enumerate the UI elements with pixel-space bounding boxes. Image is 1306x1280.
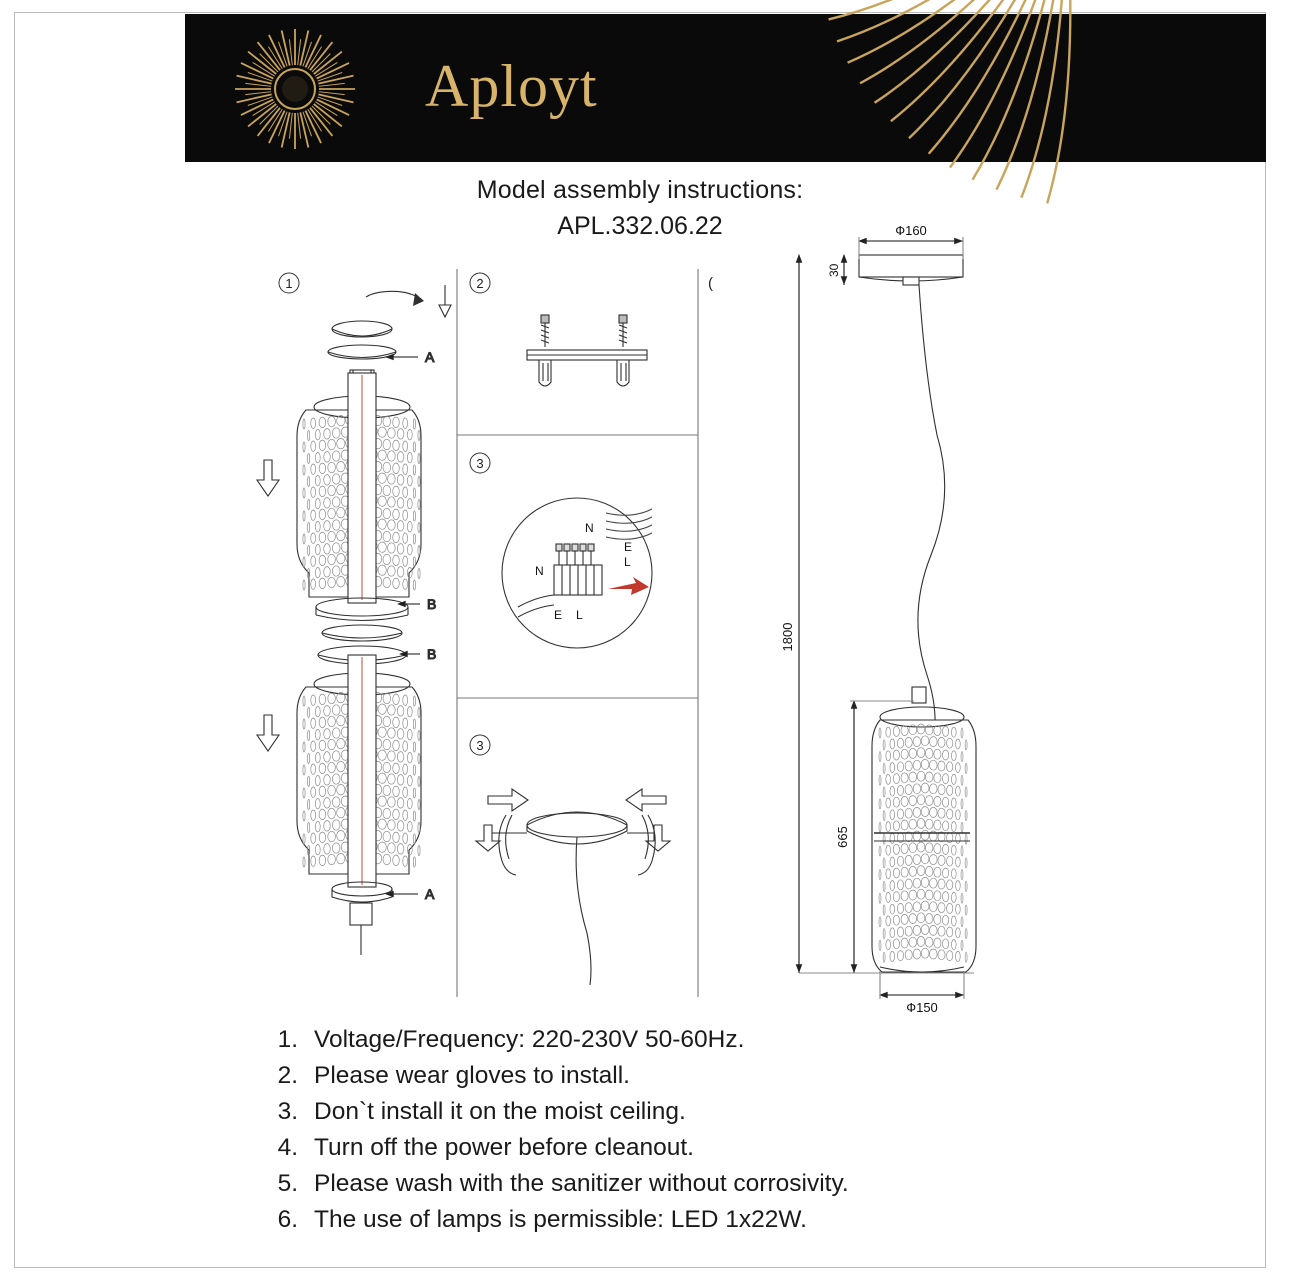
title-block bbox=[0, 176, 1280, 241]
canopy-mount-step bbox=[476, 789, 670, 985]
note-text: The use of lamps is permissible: LED 1x22W. bbox=[314, 1206, 807, 1233]
callout-a-bottom: A bbox=[425, 886, 435, 902]
panel-marker: ( bbox=[708, 275, 713, 292]
brand-name: Aployt bbox=[425, 53, 598, 119]
step-number-1: 1 bbox=[285, 276, 293, 291]
note-text: Voltage/Frequency: 220-230V 50-60Hz. bbox=[314, 1026, 745, 1053]
note-text: Please wash with the sanitizer without corrosivity. bbox=[314, 1170, 849, 1197]
note-number: 1. bbox=[277, 1026, 298, 1053]
wiring-label-n-bottom: N bbox=[535, 564, 544, 578]
wiring-step bbox=[502, 498, 652, 648]
wiring-label-l-bottom: L bbox=[576, 608, 583, 622]
note-number: 3. bbox=[277, 1098, 298, 1125]
page-title: Model assembly instructions: bbox=[476, 176, 804, 204]
note-number: 2. bbox=[277, 1062, 298, 1089]
note-number: 5. bbox=[277, 1170, 298, 1197]
note-item bbox=[250, 1094, 1230, 1130]
dim-fixture-diameter: Ф150 bbox=[906, 1000, 938, 1015]
note-text: Don`t install it on the moist ceiling. bbox=[314, 1098, 686, 1125]
wiring-label-e-top: E bbox=[624, 540, 633, 554]
wiring-label-e-bottom: E bbox=[554, 608, 563, 622]
step-number-3b: 3 bbox=[476, 738, 484, 753]
brand-banner bbox=[185, 14, 1266, 162]
wiring-label-n-top: N bbox=[585, 521, 594, 535]
ceiling-plate-step bbox=[527, 315, 647, 386]
dim-canopy-height: 30 bbox=[827, 263, 841, 277]
callout-b-upper: B bbox=[427, 596, 437, 612]
exploded-fixture bbox=[257, 285, 451, 955]
dim-total-drop: 1800 bbox=[780, 622, 795, 652]
note-text: Turn off the power before cleanout. bbox=[314, 1134, 694, 1161]
note-item bbox=[250, 1130, 1230, 1166]
model-code: APL.332.06.22 bbox=[557, 212, 723, 240]
dimensioned-elevation bbox=[780, 223, 976, 1015]
note-text: Please wear gloves to install. bbox=[314, 1062, 630, 1089]
callout-a-top: A bbox=[425, 349, 435, 365]
note-item bbox=[250, 1022, 1230, 1058]
note-number: 4. bbox=[277, 1134, 298, 1161]
note-item bbox=[250, 1058, 1230, 1094]
wiring-label-l-top: L bbox=[624, 555, 631, 569]
note-number: 6. bbox=[277, 1206, 298, 1233]
step-number-3a: 3 bbox=[476, 456, 484, 471]
step-number-2: 2 bbox=[476, 276, 484, 291]
dim-fixture-height: 665 bbox=[835, 826, 850, 848]
dim-canopy-diameter: Ф160 bbox=[895, 223, 927, 238]
note-item bbox=[250, 1202, 1230, 1238]
notes-list bbox=[250, 1022, 1230, 1238]
callout-b-lower: B bbox=[427, 646, 437, 662]
sunburst-icon bbox=[230, 24, 360, 154]
fan-rays-icon bbox=[886, 0, 1306, 194]
note-item bbox=[250, 1166, 1230, 1202]
